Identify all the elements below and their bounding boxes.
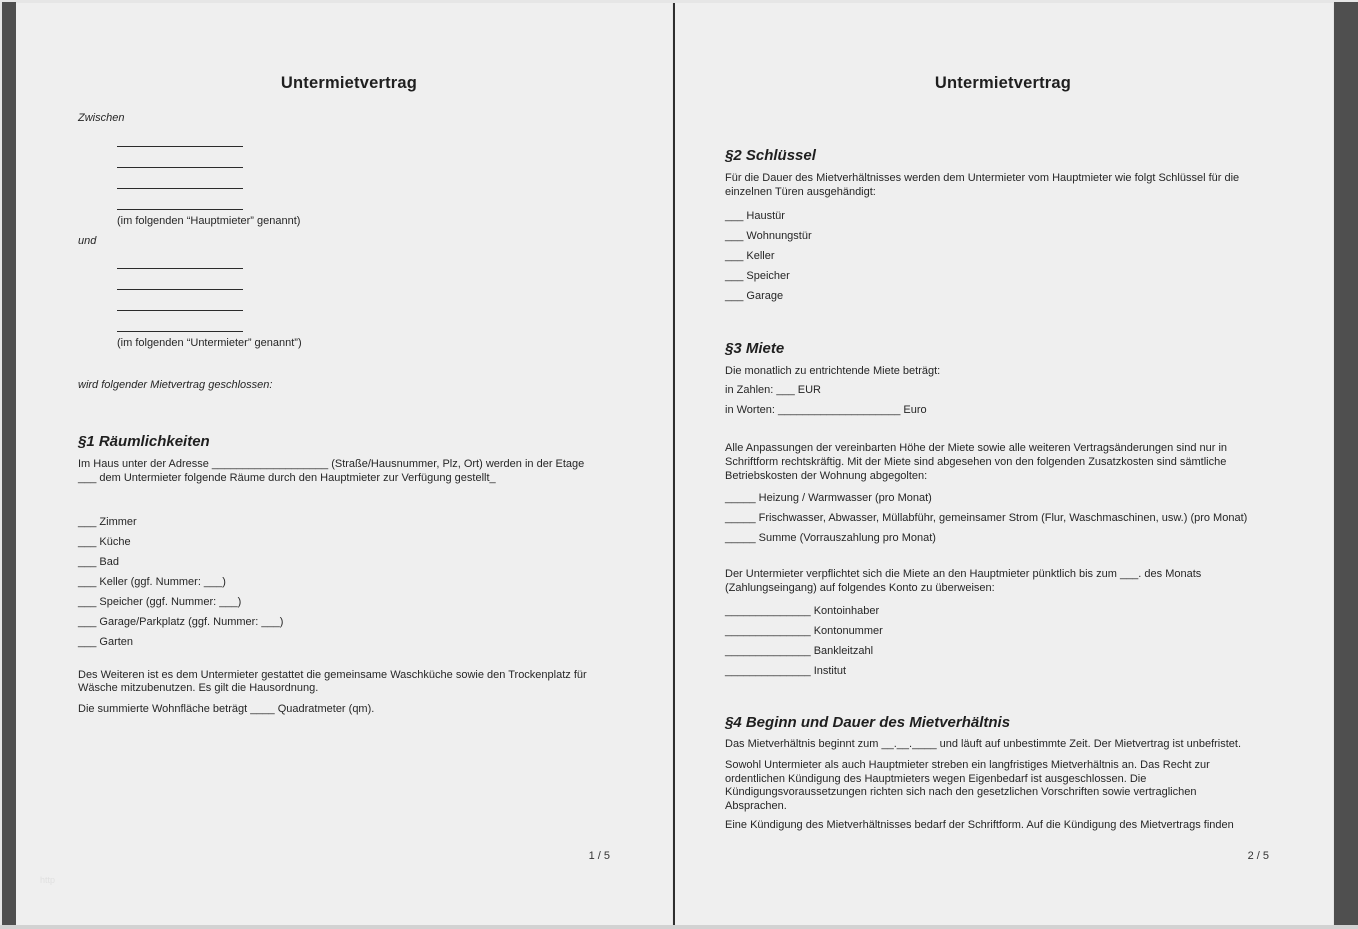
cost-item: _____ Summe (Vorrauszahlung pro Monat) bbox=[725, 532, 936, 545]
cost-item: _____ Frischwasser, Abwasser, Müllabführ, gemeinsamer Strom (Flur, Waschmaschinen, usw.) (pro Monat) bbox=[725, 512, 1248, 525]
contract-page-2 bbox=[675, 3, 1333, 925]
adjustments-paragraph: Alle Anpassungen der vereinbarten Höhe der Miete sowie alle weiteren Vertragsänderungen sind nur in Schriftform rechtskräftig. Mit der Miete sind abgesehen von den folgenden Zusatzkosten sind sämtliche Betriebskosten der Wohnung abgegolten: bbox=[725, 441, 1228, 482]
laundry-paragraph: Des Weiteren ist es dem Untermieter gestattet die gemeinsame Waschküche sowie den Trockenplatz für Wäsche mitzubenutzen. Es gilt die Hausordnung. bbox=[78, 668, 587, 695]
blank-line bbox=[117, 311, 243, 332]
section3-heading: §3 Miete bbox=[725, 339, 785, 357]
section1-heading: §1 Räumlichkeiten bbox=[78, 432, 210, 450]
bank-field: ______________ Institut bbox=[725, 664, 847, 677]
page-title: Untermietvertrag bbox=[934, 74, 1072, 92]
blank-line bbox=[117, 189, 243, 210]
viewer-right-edge bbox=[1334, 2, 1358, 925]
term-paragraph-1: Das Mietverhältnis beginnt zum __.__.____ und läuft auf unbestimmte Zeit. Der Mietvertrag ist unbefristet. bbox=[725, 737, 1242, 750]
hauptmieter-note: (im folgenden “Hauptmieter” genannt) bbox=[117, 214, 301, 227]
section2-heading: §2 Schlüssel bbox=[725, 147, 816, 164]
section1-intro-line2: ___ dem Untermieter folgende Räume durch den Hauptmieter zur Verfügung gestellt_ bbox=[78, 471, 496, 484]
room-item: ___ Garage/Parkplatz (ggf. Nummer: ___) bbox=[78, 615, 284, 628]
closing-line: wird folgender Mietvertrag geschlossen: bbox=[78, 379, 273, 392]
bank-fields-list bbox=[725, 601, 1281, 681]
key-item: ___ Garage bbox=[725, 289, 784, 302]
section1-intro bbox=[78, 458, 620, 486]
blank-line bbox=[117, 126, 243, 147]
viewer-left-edge bbox=[2, 2, 16, 925]
rooms-list bbox=[78, 512, 620, 652]
key-item: ___ Keller bbox=[725, 249, 775, 262]
bank-field: ______________ Kontoinhaber bbox=[725, 604, 880, 617]
rent-in-numbers: in Zahlen: ___ EUR bbox=[725, 384, 821, 397]
blank-line bbox=[117, 290, 243, 311]
blank-line bbox=[117, 269, 243, 290]
blank-line bbox=[117, 168, 243, 189]
key-item: ___ Wohnungstür bbox=[725, 229, 812, 242]
room-item: ___ Bad bbox=[78, 555, 119, 568]
room-item: ___ Garten bbox=[78, 635, 134, 648]
blank-line bbox=[117, 147, 243, 168]
key-item: ___ Speicher bbox=[725, 269, 790, 282]
between-label: Zwischen bbox=[78, 112, 125, 124]
room-item: ___ Zimmer bbox=[78, 515, 137, 528]
term-paragraph-2: Sowohl Untermieter als auch Hauptmieter streben ein langfristiges Mietverhältnis an. Das Recht zur ordentlichen Kündigung des Hauptmieters wegen Eigenbedarf ist ausgeschlossen. Die Kündigungsvoraussetzungen richten sich nach den gesetzlichen Vorschriften sowie vertraglichen Absprachen. bbox=[725, 758, 1210, 813]
key-item: ___ Haustür bbox=[725, 209, 785, 222]
viewer-bottom-edge bbox=[0, 925, 1358, 929]
hauptmieter-blank-lines bbox=[78, 126, 620, 210]
section2-intro: Für die Dauer des Mietverhältnisses werden dem Untermieter vom Hauptmieter wie folgt Schlüssel für die einzelnen Türen ausgehändigt: bbox=[725, 172, 1240, 198]
bank-field: ______________ Kontonummer bbox=[725, 624, 883, 637]
page-title: Untermietvertrag bbox=[280, 74, 418, 92]
bank-field: ______________ Bankleitzahl bbox=[725, 644, 874, 657]
contract-page-1 bbox=[16, 3, 672, 925]
room-item: ___ Keller (ggf. Nummer: ___) bbox=[78, 575, 226, 588]
section1-intro-line1: Im Haus unter der Adresse ___________________ (Straße/Hausnummer, Plz, Ort) werden in der Etage bbox=[78, 457, 585, 470]
untermieter-note: (im folgenden “Untermieter” genannt”) bbox=[117, 337, 302, 350]
rent-intro: Die monatlich zu entrichtende Miete beträgt: bbox=[725, 364, 941, 377]
rent-in-words: in Worten: ____________________ Euro bbox=[725, 404, 927, 417]
untermieter-blank-lines bbox=[78, 248, 620, 332]
room-item: ___ Speicher (ggf. Nummer: ___) bbox=[78, 595, 242, 608]
blank-line bbox=[117, 248, 243, 269]
watermark-text: http bbox=[40, 875, 56, 886]
term-paragraph-3: Eine Kündigung des Mietverhältnisses bedarf der Schriftform. Auf die Kündigung des Mietvertrags finden bbox=[725, 818, 1234, 831]
and-label: und bbox=[78, 234, 97, 247]
payment-paragraph: Der Untermieter verpflichtet sich die Miete an den Hauptmieter pünktlich bis zum ___. des Monats (Zahlungseingang) auf folgendes Konto zu überweisen: bbox=[725, 568, 1202, 595]
cost-item: _____ Heizung / Warmwasser (pro Monat) bbox=[725, 492, 932, 505]
area-line: Die summierte Wohnfläche beträgt ____ Quadratmeter (qm). bbox=[78, 703, 375, 716]
section4-heading: §4 Beginn und Dauer des Mietverhältnis bbox=[725, 713, 1011, 731]
costs-list bbox=[725, 488, 1281, 548]
page-number: 1 / 5 bbox=[588, 850, 610, 863]
keys-list bbox=[725, 206, 1281, 306]
room-item: ___ Küche bbox=[78, 535, 131, 548]
page-number: 2 / 5 bbox=[1247, 850, 1269, 863]
